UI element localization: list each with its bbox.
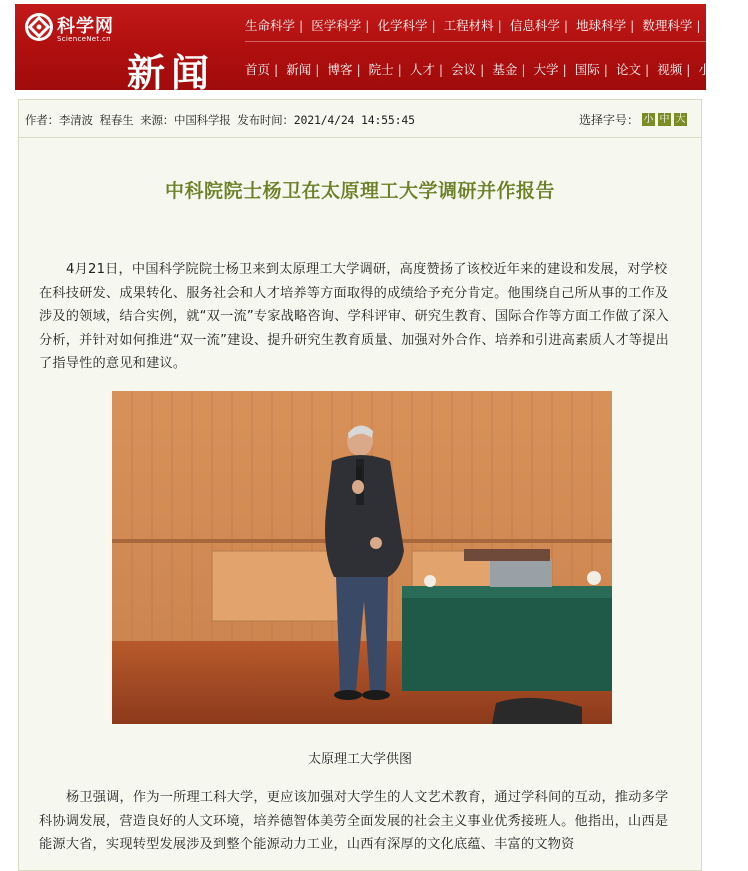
site-logo[interactable] [23,10,123,48]
nav-separator: | [562,62,567,77]
font-size-large-button[interactable]: 大 [675,114,686,125]
nav-university[interactable]: 大学 [533,62,559,77]
nav-separator: | [630,18,635,33]
nav-separator: | [603,62,608,77]
font-size-label: 选择字号： [578,113,639,127]
speaker-photo-image [112,391,612,724]
nav-separator: | [431,18,436,33]
nav-fund[interactable]: 基金 [492,62,518,77]
nav-math-physics[interactable]: 数理科学 [642,18,693,33]
nav-separator: | [397,62,402,77]
nav-separator: | [686,62,691,77]
nav-bottom [245,60,748,78]
nav-separator: | [563,18,569,33]
article-paragraph-2: 杨卫强调，作为一所理工科大学，更应该加强对大学生的人文艺术教育，通过学科间的互动，推动多学科协调发展，营造良好的人文环境，培养德智体美劳全面发展的社会主义事业优秀接班人。他指出，山西是能源大省，实现转型发展涉及到整个能源动力工业，山西有深厚的文化底蕴、丰富的文物资 [39,790,669,852]
nav-xiaoke-robot[interactable]: 小柯机器 [698,62,748,77]
logo-icon [23,11,55,43]
site-header [15,4,748,95]
nav-engineering-materials[interactable]: 工程材料 [443,18,494,33]
nav-talent[interactable]: 人才 [409,62,435,77]
nav-separator: | [315,62,320,77]
font-size-small-button[interactable]: 小 [643,114,654,125]
nav-news[interactable]: 新闻 [286,62,312,77]
nav-earth-science[interactable]: 地球科学 [576,18,627,33]
nav-separator: | [644,62,650,77]
nav-international[interactable]: 国际 [574,62,600,77]
nav-separator: | [521,62,526,77]
article-photo [112,391,612,724]
logo-subtitle: ScienceNet.cn [57,35,111,43]
article-title: 中科院院士杨卫在太原理工大学调研并作报告 [164,180,555,202]
nav-academicians[interactable]: 院士 [368,62,394,77]
nav-blog[interactable]: 博客 [327,62,353,77]
nav-home[interactable]: 首页 [245,62,271,77]
nav-separator: | [480,62,485,77]
nav-chemical-science[interactable]: 化学科学 [377,18,428,33]
logo-title: 科学网 [57,16,114,37]
nav-top [245,16,734,34]
nav-video[interactable]: 视频 [657,62,683,77]
nav-separator: | [696,18,701,33]
nav-information-science[interactable]: 信息科学 [509,18,560,33]
font-size-selector [579,111,687,128]
nav-life-science[interactable]: 生命科学 [245,18,296,33]
nav-conference[interactable]: 会议 [451,62,477,77]
nav-separator: | [365,18,370,33]
nav-separator: | [274,62,279,77]
nav-separator: | [356,62,361,77]
photo-caption: 太原理工大学供图 [307,752,412,767]
section-title: 新闻 [127,50,216,95]
nav-divider [245,41,715,42]
meta-divider [19,137,701,138]
article-meta: 作者：李清波 程春生 来源：中国科学报 发布时间：2021/4/24 14:55:45 [25,113,415,127]
nav-papers[interactable]: 论文 [615,62,641,77]
nav-separator: | [299,18,304,33]
nav-medical-science[interactable]: 医学科学 [311,18,362,33]
nav-management[interactable]: 管理 [708,18,734,33]
nav-separator: | [438,62,444,77]
article-paragraph-1: 4月21日，中国科学院院士杨卫来到太原理工大学调研，高度赞扬了该校近年来的建设和发展，对学校在科技研发、成果转化、服务社会和人才培养等方面取得的成绩给予充分肯定。他围绕自己所从事的工作及涉及的领域，结合实例，就“双一流”专家战略咨询、学科评审、研究生教育、国际合作等方面工作做了深入分析，并针对如何推进“双一流”建设、提升研究生教育质量、加强对外合作、培养和引进高素质人才等提出了指导性的意见和建议。 [39,262,669,371]
article-frame [18,99,702,871]
nav-separator: | [497,18,502,33]
font-size-medium-button[interactable]: 中 [659,114,670,125]
